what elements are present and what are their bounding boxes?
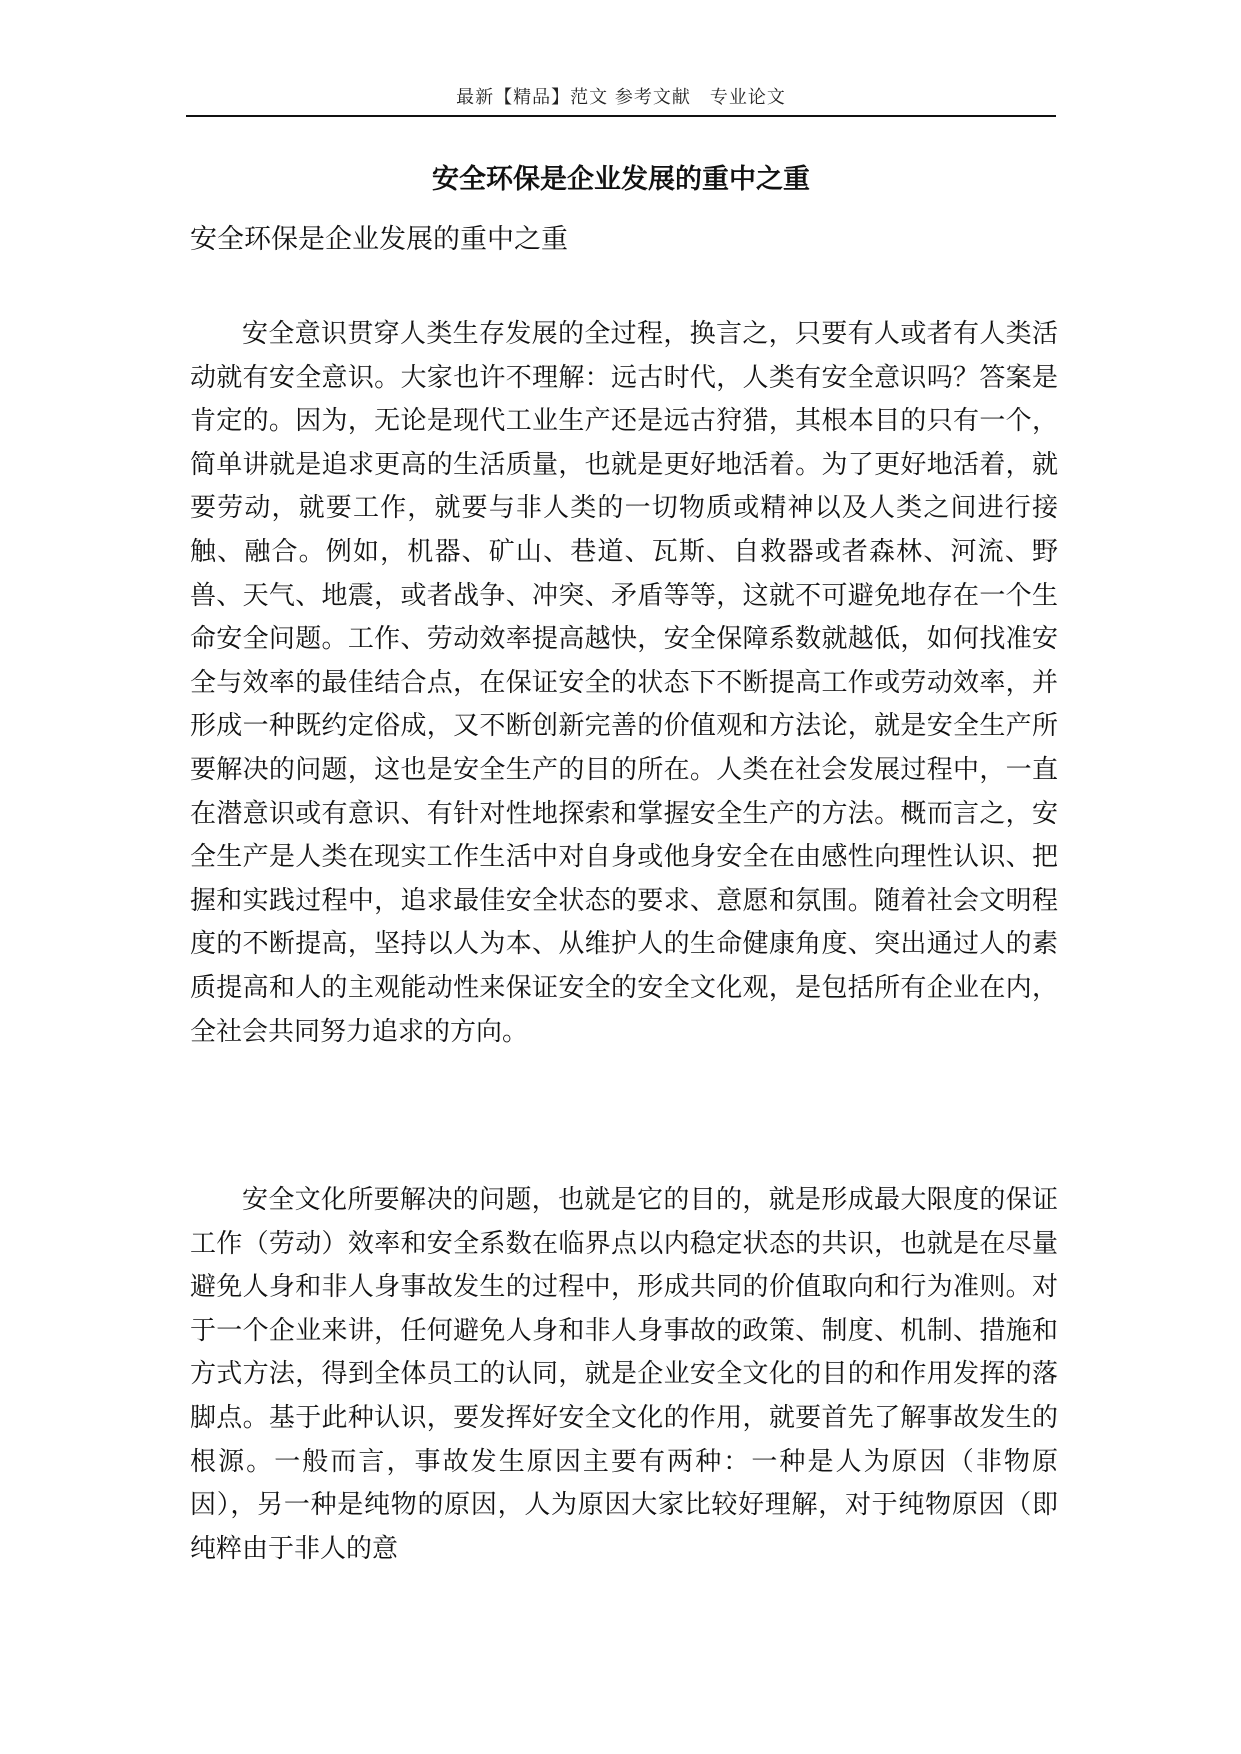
document-title: 安全环保是企业发展的重中之重 (432, 164, 810, 195)
running-header: 最新【精品】范文 参考文献 专业论文 (456, 87, 786, 108)
body-paragraph: 安全文化所要解决的问题，也就是它的目的，就是形成最大限度的保证工作（劳动）效率和安全系数在临界点以内稳定状态的共识，也就是在尽量避免人身和非人身事故发生的过程中，形成共同的价值取向和行为准则。对于一个企业来讲，任何避免人身和非人身事故的政策、制度、机制、措施和方式方法，得到全体员工的认同，就是企业安全文化的目的和作用发挥的落脚点。基于此种认识，要发挥好安全文化的作用，就要首先了解事故发生的根源。一般而言，事故发生原因主要有两种：一种是人为原因（非物原因），另一种是纯物的原因，人为原因大家比较好理解，对于纯物原因（即纯粹由于非人的意 (190, 1185, 1058, 1564)
document-subtitle: 安全环保是企业发展的重中之重 (190, 224, 568, 255)
header-divider (186, 115, 1056, 117)
body-paragraph: 安全意识贯穿人类生存发展的全过程，换言之，只要有人或者有人类活动就有安全意识。大家也许不理解：远古时代，人类有安全意识吗？答案是肯定的。因为，无论是现代工业生产还是远古狩猎，其根本目的只有一个，简单讲就是追求更高的生活质量，也就是更好地活着。为了更好地活着，就要劳动，就要工作，就要与非人类的一切物质或精神以及人类之间进行接触、融合。例如，机器、矿山、巷道、瓦斯、自救器或者森林、河流、野兽、天气、地震，或者战争、冲突、矛盾等等，这就不可避免地存在一个生命安全问题。工作、劳动效率提高越快，安全保障系数就越低，如何找准安全与效率的最佳结合点，在保证安全的状态下不断提高工作或劳动效率，并形成一种既约定俗成，又不断创新完善的价值观和方法论，就是安全生产所要解决的问题，这也是安全生产的目的所在。人类在社会发展过程中，一直在潜意识或有意识、有针对性地探索和掌握安全生产的方法。概而言之，安全生产是人类在现实工作生活中对自身或他身安全在由感性向理性认识、把握和实践过程中，追求最佳安全状态的要求、意愿和氛围。随着社会文明程度的不断提高，坚持以人为本、从维护人的生命健康角度、突出通过人的素质提高和人的主观能动性来保证安全的安全文化观，是包括所有企业在内，全社会共同努力追求的方向。 (190, 319, 1058, 1047)
